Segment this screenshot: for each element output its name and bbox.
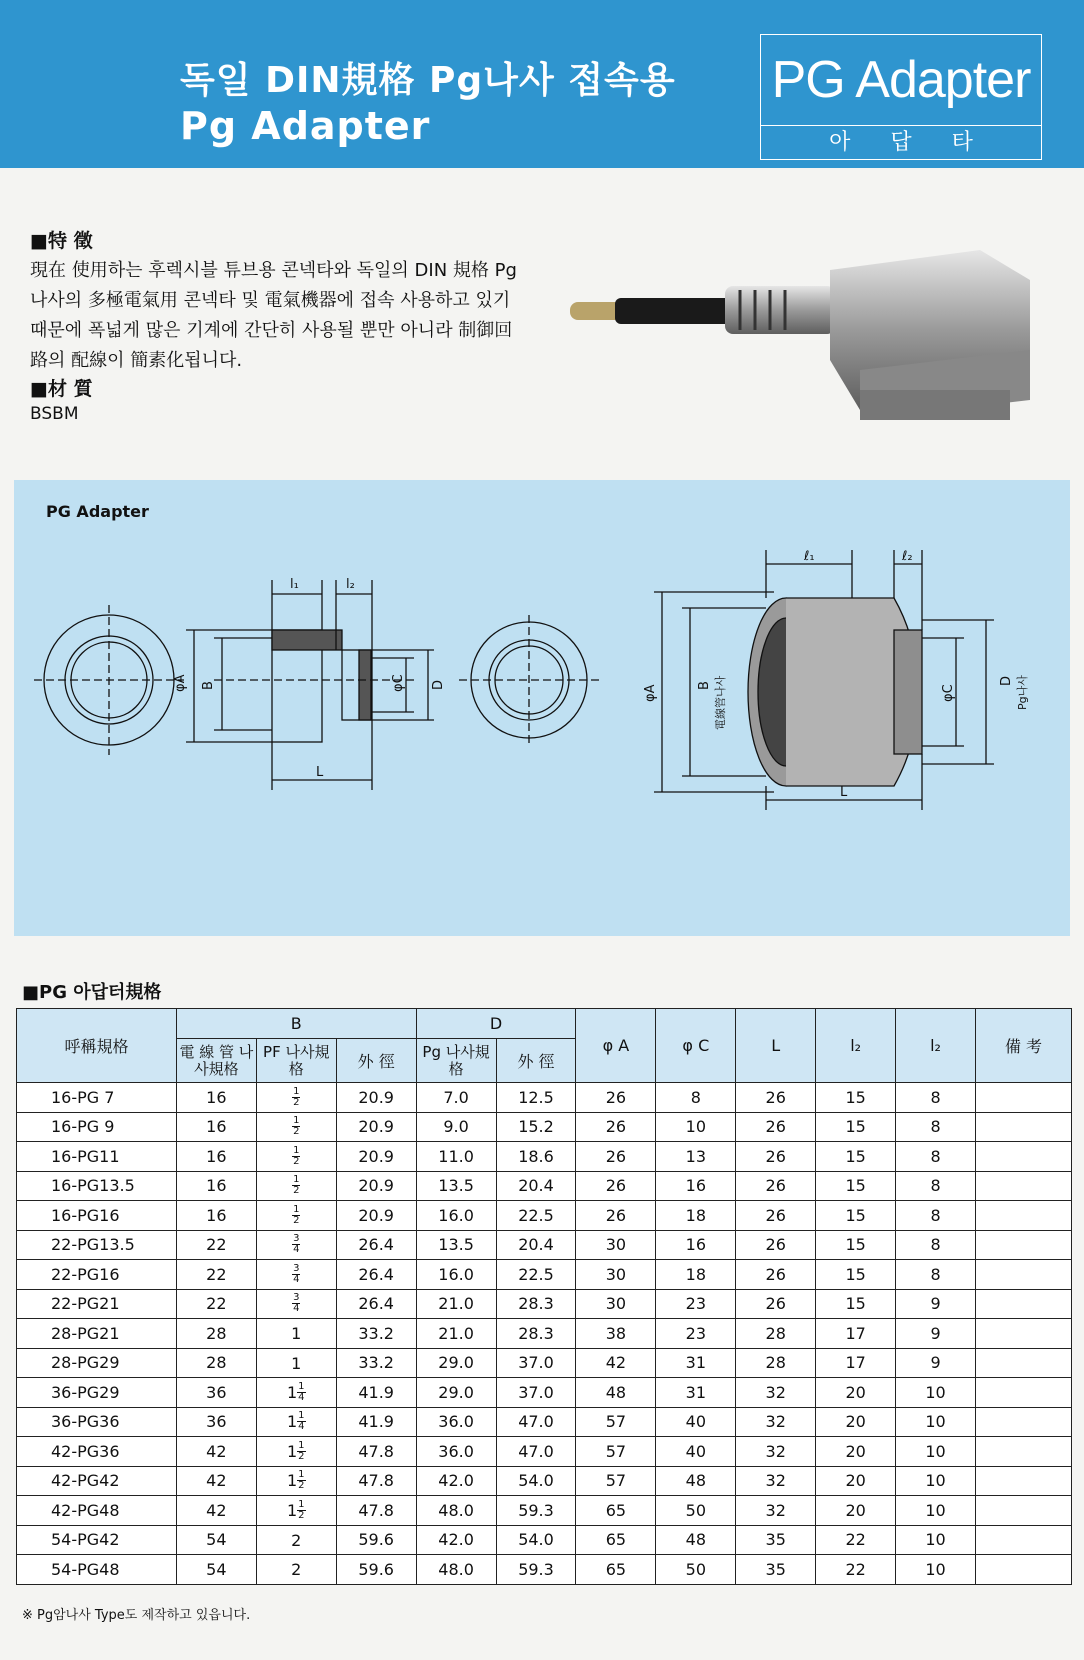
features-text: 現在 使用하는 후렉시블 튜브용 콘넥타와 독일의 DIN 規格 Pg나사의 多極電氣用 콘넥타 및 電氣機器에 접속 사용하고 있기 때문에 폭넓게 많은 기계에 간단히 사용될 뿐만 아니라 制御回路의 配線이 簡素化됩니다. — [30, 260, 517, 371]
cell-c: 13 — [656, 1142, 736, 1172]
features-heading: ■特 徵 — [30, 230, 93, 252]
table-row — [17, 1525, 1072, 1555]
cell-l2: 9 — [896, 1289, 976, 1319]
col-remarks: 備 考 — [976, 1009, 1072, 1083]
cell-l1: 15 — [816, 1260, 896, 1290]
cell-pg: 42.0 — [416, 1525, 496, 1555]
cell-pf: $\frac{3}{4}$ — [256, 1230, 336, 1260]
table-row — [17, 1083, 1072, 1113]
cell-name: 54-PG42 — [17, 1525, 177, 1555]
cell-a: 26 — [576, 1112, 656, 1142]
cell-a: 48 — [576, 1378, 656, 1408]
cell-a: 65 — [576, 1496, 656, 1526]
table-row — [17, 1555, 1072, 1585]
cell-d_od: 47.0 — [496, 1407, 576, 1437]
cell-a: 42 — [576, 1348, 656, 1378]
cell-remarks — [976, 1378, 1072, 1408]
cell-pf: $\frac{3}{4}$ — [256, 1289, 336, 1319]
cell-a: 26 — [576, 1142, 656, 1172]
cell-l1: 22 — [816, 1525, 896, 1555]
cell-c: 48 — [656, 1466, 736, 1496]
cell-conduit: 36 — [176, 1407, 256, 1437]
cell-remarks — [976, 1201, 1072, 1231]
cell-pg: 29.0 — [416, 1348, 496, 1378]
cell-name: 22-PG16 — [17, 1260, 177, 1290]
cell-L: 35 — [736, 1555, 816, 1585]
table-row — [17, 1201, 1072, 1231]
cell-conduit: 22 — [176, 1230, 256, 1260]
cell-l1: 15 — [816, 1112, 896, 1142]
cell-b_od: 33.2 — [336, 1348, 416, 1378]
cell-L: 26 — [736, 1171, 816, 1201]
cell-l1: 20 — [816, 1407, 896, 1437]
cell-d_od: 20.4 — [496, 1230, 576, 1260]
cell-l1: 17 — [816, 1319, 896, 1349]
cell-c: 18 — [656, 1260, 736, 1290]
cell-conduit: 36 — [176, 1378, 256, 1408]
left-D-label: D — [431, 679, 446, 690]
cell-pf: 1 $\frac{1}{2}$ — [256, 1466, 336, 1496]
cell-l2: 8 — [896, 1201, 976, 1231]
cell-pf: 1 $\frac{1}{4}$ — [256, 1407, 336, 1437]
table-heading: ■PG 아답터規格 — [22, 982, 162, 1003]
cell-d_od: 47.0 — [496, 1437, 576, 1467]
cell-pg: 36.0 — [416, 1407, 496, 1437]
cell-conduit: 16 — [176, 1171, 256, 1201]
cell-conduit: 28 — [176, 1348, 256, 1378]
cell-remarks — [976, 1230, 1072, 1260]
right-phiC-label: φC — [941, 684, 956, 702]
cell-pg: 9.0 — [416, 1112, 496, 1142]
cell-d_od: 59.3 — [496, 1555, 576, 1585]
col-pg: Pg 나사規格 — [416, 1039, 496, 1083]
cell-l2: 10 — [896, 1496, 976, 1526]
cell-conduit: 54 — [176, 1555, 256, 1585]
cell-b_od: 41.9 — [336, 1407, 416, 1437]
cell-pg: 48.0 — [416, 1555, 496, 1585]
cell-conduit: 16 — [176, 1112, 256, 1142]
cell-l1: 15 — [816, 1201, 896, 1231]
col-d-od: 外 徑 — [496, 1039, 576, 1083]
cell-b_od: 20.9 — [336, 1083, 416, 1113]
cell-l1: 17 — [816, 1348, 896, 1378]
cell-b_od: 47.8 — [336, 1496, 416, 1526]
cell-a: 26 — [576, 1083, 656, 1113]
cell-L: 32 — [736, 1496, 816, 1526]
cell-a: 57 — [576, 1466, 656, 1496]
material-heading: ■材 質 — [30, 378, 93, 400]
cell-name: 16-PG13.5 — [17, 1171, 177, 1201]
right-l1-label: ℓ₁ — [804, 549, 815, 564]
cell-l1: 20 — [816, 1496, 896, 1526]
cell-pg: 11.0 — [416, 1142, 496, 1172]
cell-pf: 1 $\frac{1}{2}$ — [256, 1437, 336, 1467]
cell-b_od: 47.8 — [336, 1437, 416, 1467]
table-row — [17, 1378, 1072, 1408]
table-row — [17, 1348, 1072, 1378]
cell-remarks — [976, 1142, 1072, 1172]
cell-L: 26 — [736, 1260, 816, 1290]
cell-b_od: 26.4 — [336, 1260, 416, 1290]
diagram-label: PG Adapter — [46, 502, 149, 521]
cell-c: 16 — [656, 1171, 736, 1201]
table-row — [17, 1142, 1072, 1172]
table-row — [17, 1230, 1072, 1260]
page-title-line2: Pg Adapter — [180, 104, 431, 148]
cell-l2: 10 — [896, 1378, 976, 1408]
cell-l1: 15 — [816, 1142, 896, 1172]
right-D-label: D — [999, 675, 1014, 686]
table-row — [17, 1319, 1072, 1349]
col-l2: l₂ — [896, 1009, 976, 1083]
cell-c: 50 — [656, 1555, 736, 1585]
cell-d_od: 12.5 — [496, 1083, 576, 1113]
cell-pf: $\frac{1}{2}$ — [256, 1171, 336, 1201]
left-l1-label: l₁ — [290, 577, 299, 592]
cell-conduit: 22 — [176, 1260, 256, 1290]
cell-name: 16-PG11 — [17, 1142, 177, 1172]
cell-remarks — [976, 1555, 1072, 1585]
cell-name: 16-PG 9 — [17, 1112, 177, 1142]
page-title-line1: 독일 DIN規格 Pg나사 접속용 — [180, 60, 676, 101]
cell-l1: 15 — [816, 1171, 896, 1201]
cell-l1: 20 — [816, 1466, 896, 1496]
col-b-od: 外 徑 — [336, 1039, 416, 1083]
right-L-label: L — [840, 785, 848, 800]
cell-b_od: 20.9 — [336, 1142, 416, 1172]
cell-l2: 10 — [896, 1466, 976, 1496]
cell-b_od: 33.2 — [336, 1319, 416, 1349]
cell-name: 54-PG48 — [17, 1555, 177, 1585]
cell-L: 32 — [736, 1466, 816, 1496]
cell-L: 32 — [736, 1378, 816, 1408]
table-row — [17, 1466, 1072, 1496]
cell-l2: 10 — [896, 1407, 976, 1437]
cell-b_od: 47.8 — [336, 1466, 416, 1496]
cell-remarks — [976, 1407, 1072, 1437]
cell-pf: 1 — [256, 1319, 336, 1349]
cell-name: 36-PG29 — [17, 1378, 177, 1408]
cell-L: 26 — [736, 1230, 816, 1260]
material-value: BSBM — [30, 404, 79, 424]
cell-pg: 16.0 — [416, 1201, 496, 1231]
cell-l2: 9 — [896, 1348, 976, 1378]
cell-remarks — [976, 1260, 1072, 1290]
cell-b_od: 41.9 — [336, 1378, 416, 1408]
cell-L: 32 — [736, 1407, 816, 1437]
cell-d_od: 59.3 — [496, 1496, 576, 1526]
cell-remarks — [976, 1083, 1072, 1113]
col-phiA: φ A — [576, 1009, 656, 1083]
cell-d_od: 22.5 — [496, 1201, 576, 1231]
cell-d_od: 22.5 — [496, 1260, 576, 1290]
cell-pf: 1 $\frac{1}{2}$ — [256, 1496, 336, 1526]
cell-pg: 16.0 — [416, 1260, 496, 1290]
cell-pg: 36.0 — [416, 1437, 496, 1467]
cell-a: 30 — [576, 1260, 656, 1290]
cell-pf: $\frac{1}{2}$ — [256, 1083, 336, 1113]
cell-l2: 8 — [896, 1260, 976, 1290]
cell-remarks — [976, 1466, 1072, 1496]
cell-conduit: 22 — [176, 1289, 256, 1319]
cell-l2: 8 — [896, 1083, 976, 1113]
cell-pg: 29.0 — [416, 1378, 496, 1408]
col-B-group: B — [176, 1009, 416, 1039]
cell-l2: 10 — [896, 1525, 976, 1555]
cell-b_od: 20.9 — [336, 1201, 416, 1231]
right-phiA-label: φA — [643, 684, 658, 702]
col-D-group: D — [416, 1009, 576, 1039]
badge-title: PG Adapter — [761, 35, 1041, 126]
end-view-left — [34, 605, 184, 755]
cell-c: 8 — [656, 1083, 736, 1113]
cell-remarks — [976, 1289, 1072, 1319]
cell-d_od: 54.0 — [496, 1525, 576, 1555]
cell-l2: 9 — [896, 1319, 976, 1349]
adapter-3d-view — [654, 550, 994, 810]
table-row — [17, 1112, 1072, 1142]
col-phiC: φ C — [656, 1009, 736, 1083]
cell-b_od: 59.6 — [336, 1555, 416, 1585]
cell-l1: 20 — [816, 1378, 896, 1408]
cell-pf: 1 $\frac{1}{4}$ — [256, 1378, 336, 1408]
cell-a: 30 — [576, 1289, 656, 1319]
left-phiA-label: φA — [173, 674, 188, 692]
cell-l2: 8 — [896, 1230, 976, 1260]
left-B-label: B — [201, 681, 216, 690]
cell-d_od: 18.6 — [496, 1142, 576, 1172]
product-badge — [760, 34, 1042, 160]
spec-table-body — [17, 1083, 1072, 1585]
left-phiC-label: φC — [391, 674, 406, 692]
cell-b_od: 26.4 — [336, 1230, 416, 1260]
right-B-label: B — [697, 681, 712, 690]
table-row — [17, 1260, 1072, 1290]
cell-l2: 8 — [896, 1171, 976, 1201]
left-l2-label: l₂ — [346, 577, 355, 592]
cell-L: 26 — [736, 1142, 816, 1172]
spec-table — [16, 1008, 1072, 1585]
cell-c: 48 — [656, 1525, 736, 1555]
cell-c: 16 — [656, 1230, 736, 1260]
badge-subtitle: 아답타 — [829, 130, 1013, 155]
cell-c: 23 — [656, 1289, 736, 1319]
cell-l1: 20 — [816, 1437, 896, 1467]
cell-pg: 21.0 — [416, 1319, 496, 1349]
cell-remarks — [976, 1496, 1072, 1526]
cell-conduit: 16 — [176, 1083, 256, 1113]
cell-a: 57 — [576, 1407, 656, 1437]
cell-d_od: 15.2 — [496, 1112, 576, 1142]
cell-conduit: 16 — [176, 1142, 256, 1172]
cell-name: 42-PG48 — [17, 1496, 177, 1526]
cell-name: 28-PG21 — [17, 1319, 177, 1349]
cell-pf: $\frac{1}{2}$ — [256, 1201, 336, 1231]
cell-c: 31 — [656, 1348, 736, 1378]
cell-c: 23 — [656, 1319, 736, 1349]
right-l2-label: ℓ₂ — [902, 549, 913, 564]
cell-pg: 21.0 — [416, 1289, 496, 1319]
cell-conduit: 42 — [176, 1466, 256, 1496]
right-D-sublabel: Pg나사 — [1016, 675, 1029, 710]
cell-d_od: 37.0 — [496, 1348, 576, 1378]
cell-remarks — [976, 1112, 1072, 1142]
cell-c: 18 — [656, 1201, 736, 1231]
table-row — [17, 1289, 1072, 1319]
cell-name: 16-PG 7 — [17, 1083, 177, 1113]
cell-remarks — [976, 1437, 1072, 1467]
cell-a: 65 — [576, 1525, 656, 1555]
cell-a: 26 — [576, 1201, 656, 1231]
product-photo — [560, 240, 1080, 460]
col-pf: PF 나사規格 — [256, 1039, 336, 1083]
table-row — [17, 1496, 1072, 1526]
cell-a: 26 — [576, 1171, 656, 1201]
cell-name: 42-PG42 — [17, 1466, 177, 1496]
cell-name: 42-PG36 — [17, 1437, 177, 1467]
table-row — [17, 1437, 1072, 1467]
dimension-drawing — [14, 480, 1070, 936]
cell-b_od: 20.9 — [336, 1112, 416, 1142]
cell-a: 57 — [576, 1437, 656, 1467]
cell-d_od: 54.0 — [496, 1466, 576, 1496]
col-conduit: 電 線 管 나사規格 — [176, 1039, 256, 1083]
footnote: ※ Pg암나사 Type도 제작하고 있읍니다. — [22, 1608, 251, 1623]
cell-b_od: 26.4 — [336, 1289, 416, 1319]
cell-L: 26 — [736, 1112, 816, 1142]
cell-name: 22-PG21 — [17, 1289, 177, 1319]
cell-a: 30 — [576, 1230, 656, 1260]
cell-conduit: 16 — [176, 1201, 256, 1231]
cell-name: 36-PG36 — [17, 1407, 177, 1437]
cell-remarks — [976, 1348, 1072, 1378]
cell-pf: $\frac{1}{2}$ — [256, 1112, 336, 1142]
cell-pg: 13.5 — [416, 1230, 496, 1260]
cell-name: 28-PG29 — [17, 1348, 177, 1378]
cell-pg: 42.0 — [416, 1466, 496, 1496]
cell-c: 50 — [656, 1496, 736, 1526]
col-L: L — [736, 1009, 816, 1083]
cell-L: 26 — [736, 1083, 816, 1113]
cell-l2: 10 — [896, 1437, 976, 1467]
cell-a: 38 — [576, 1319, 656, 1349]
col-l1: l₂ — [816, 1009, 896, 1083]
cell-remarks — [976, 1525, 1072, 1555]
cell-L: 28 — [736, 1319, 816, 1349]
cell-conduit: 42 — [176, 1496, 256, 1526]
cell-L: 28 — [736, 1348, 816, 1378]
cell-pf: 2 — [256, 1555, 336, 1585]
cell-c: 31 — [656, 1378, 736, 1408]
cell-l1: 15 — [816, 1083, 896, 1113]
cell-l1: 15 — [816, 1289, 896, 1319]
cell-remarks — [976, 1171, 1072, 1201]
cell-L: 26 — [736, 1201, 816, 1231]
cell-conduit: 28 — [176, 1319, 256, 1349]
cell-L: 32 — [736, 1437, 816, 1467]
cell-c: 10 — [656, 1112, 736, 1142]
table-row — [17, 1407, 1072, 1437]
cell-pf: $\frac{1}{2}$ — [256, 1142, 336, 1172]
cell-d_od: 28.3 — [496, 1319, 576, 1349]
cell-pf: 2 — [256, 1525, 336, 1555]
cell-pg: 48.0 — [416, 1496, 496, 1526]
cell-c: 40 — [656, 1407, 736, 1437]
cell-L: 26 — [736, 1289, 816, 1319]
cell-name: 16-PG16 — [17, 1201, 177, 1231]
cell-l2: 10 — [896, 1555, 976, 1585]
cell-l1: 15 — [816, 1230, 896, 1260]
cell-pf: $\frac{3}{4}$ — [256, 1260, 336, 1290]
left-L-label: L — [316, 765, 324, 780]
cell-b_od: 20.9 — [336, 1171, 416, 1201]
cell-pg: 13.5 — [416, 1171, 496, 1201]
right-B-sublabel: 電線管나사 — [714, 675, 727, 730]
cell-l1: 22 — [816, 1555, 896, 1585]
cell-remarks — [976, 1319, 1072, 1349]
header-banner — [0, 0, 1084, 168]
cell-c: 40 — [656, 1437, 736, 1467]
cell-d_od: 20.4 — [496, 1171, 576, 1201]
cell-l2: 8 — [896, 1112, 976, 1142]
end-view-middle — [459, 615, 599, 745]
table-row — [17, 1171, 1072, 1201]
cell-conduit: 54 — [176, 1525, 256, 1555]
cell-d_od: 28.3 — [496, 1289, 576, 1319]
cell-b_od: 59.6 — [336, 1525, 416, 1555]
cell-a: 65 — [576, 1555, 656, 1585]
cell-L: 35 — [736, 1525, 816, 1555]
col-name: 呼稱規格 — [17, 1009, 177, 1083]
cell-l2: 8 — [896, 1142, 976, 1172]
cell-d_od: 37.0 — [496, 1378, 576, 1408]
cell-pf: 1 — [256, 1348, 336, 1378]
cell-pg: 7.0 — [416, 1083, 496, 1113]
cell-name: 22-PG13.5 — [17, 1230, 177, 1260]
cell-conduit: 42 — [176, 1437, 256, 1467]
